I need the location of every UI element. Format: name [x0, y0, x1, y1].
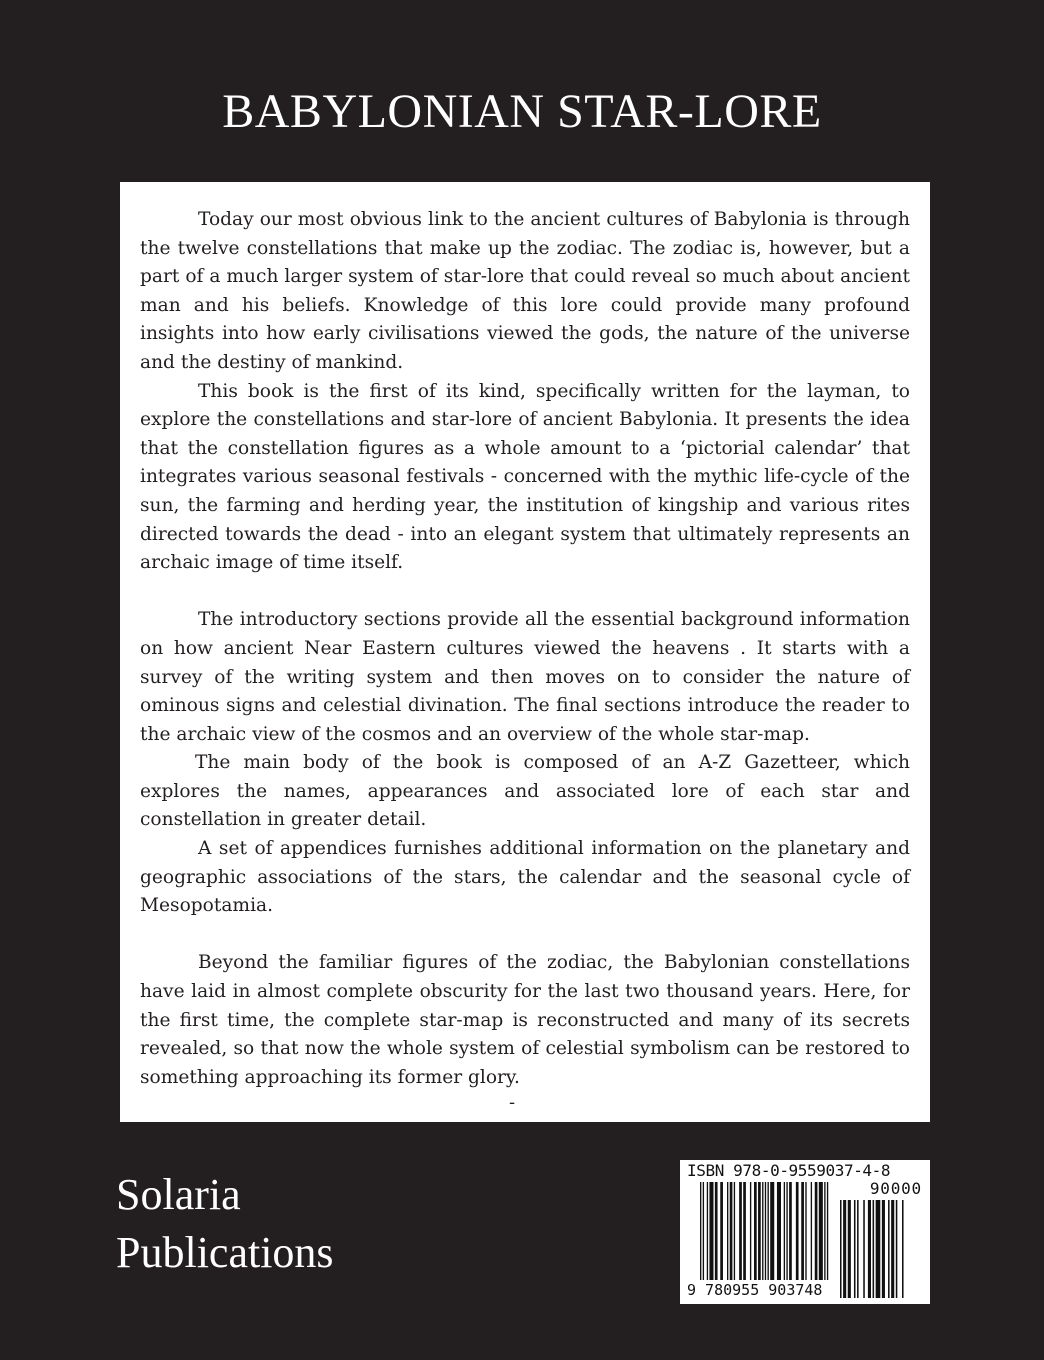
- barcode-bar: [777, 1182, 781, 1280]
- barcode-bar: [703, 1182, 704, 1280]
- barcode-bar: [786, 1182, 787, 1280]
- barcode-bar: [762, 1182, 763, 1280]
- barcode-addon-bar: [896, 1200, 898, 1298]
- barcode-addon-bar: [873, 1200, 875, 1298]
- barcode-bar: [784, 1182, 785, 1280]
- barcode-bar: [700, 1182, 701, 1280]
- barcode-bar: [750, 1182, 751, 1280]
- barcode-bar: [734, 1182, 735, 1280]
- blurb-paragraph-conclusion: Beyond the familiar figures of the zodiac, the Babylonian constellations have laid in almost complete obscurity for the last two thousand years. Here, for the first time, the complete star-map is reconstructed and many of its secrets revealed, so that now the whole system of celestial symbolism can be restored to something approaching its former glory.: [140, 952, 910, 1088]
- blurb-paragraph-gazetteer: The main body of the book is composed of an A-Z Gazetteer, which explores the names, appearances and associated lore of each star and constellation in greater detail.: [140, 752, 910, 831]
- blurb-text: [140, 206, 910, 1092]
- barcode-bar: [743, 1182, 746, 1280]
- barcode-addon-bar: [882, 1200, 885, 1298]
- barcode-bar: [796, 1182, 799, 1280]
- barcode-ean-digits: 9 780955 903748: [687, 1281, 823, 1299]
- barcode-bar: [727, 1182, 728, 1280]
- barcode-bar: [789, 1182, 792, 1280]
- barcode-bar: [805, 1182, 806, 1280]
- barcode-addon-bar: [902, 1200, 904, 1298]
- isbn-label: ISBN 978-0-9559037-4-8: [687, 1161, 891, 1180]
- barcode-bar: [765, 1182, 766, 1280]
- barcode-bar: [815, 1182, 818, 1280]
- isbn-barcode: [680, 1160, 930, 1304]
- barcode-addon-bar: [891, 1200, 894, 1298]
- publisher-imprint: [116, 1166, 334, 1282]
- cover-title: BABYLONIAN STAR-LORE: [222, 85, 822, 138]
- barcode-bar: [715, 1182, 718, 1280]
- trailing-dash: -: [509, 1092, 516, 1113]
- blurb-paragraph-appendices: A set of appendices furnishes additional information on the planetary and geographic associations of the stars, the calendar and the seasonal cycle of Mesopotamia.: [140, 838, 910, 917]
- publisher-name-line2: Publications: [116, 1228, 334, 1277]
- barcode-bar: [811, 1182, 812, 1280]
- barcode-addon-bar: [843, 1200, 846, 1298]
- barcode-addon-bar: [857, 1200, 859, 1298]
- barcode-addon-bar: [876, 1200, 881, 1298]
- blurb-paragraph-intro: Today our most obvious link to the ancient cultures of Babylonia is through the twelve constellations that make up the zodiac. The zodiac is, however, but a part of a much larger system of star-lore that could reveal so much about ancient man and his beliefs. Knowledge of this lore could provide many profound insights into how early civilisations viewed the gods, the nature of the universe and the destiny of mankind.: [140, 209, 910, 373]
- barcode-bar: [770, 1182, 774, 1280]
- barcode-addon-bar: [863, 1200, 865, 1298]
- barcode-addon-bar: [868, 1200, 871, 1298]
- barcode-addon-bar: [888, 1200, 890, 1298]
- barcode-addon-bar: [848, 1200, 851, 1298]
- barcode-bar: [827, 1182, 828, 1280]
- barcode-addon-bar: [854, 1200, 856, 1298]
- barcode-bar: [730, 1182, 733, 1280]
- blurb-paragraph-book-overview: This book is the first of its kind, specifically written for the layman, to explore the constellations and star-lore of ancient Babylonia. It presents the idea that the constellation figures as a whole amount to a ‘pictorial calendar’ that integrates various seasonal festivals - concerned with the mythic life-cycle of the sun, the farming and herding year, the institution of kingship and various rites directed towards the dead - into an elegant system that ultimately represents an archaic image of time itself.: [140, 380, 910, 574]
- blurb-panel: [120, 182, 930, 1122]
- barcode-bar: [709, 1182, 713, 1280]
- barcode-bar: [720, 1182, 723, 1280]
- barcode-bar: [707, 1182, 708, 1280]
- barcode-bar: [801, 1182, 804, 1280]
- barcode-addon-code: 90000: [869, 1179, 922, 1198]
- publisher-name-line1: Solaria: [116, 1170, 241, 1219]
- barcode-bar: [739, 1182, 742, 1280]
- barcode-bar: [768, 1182, 769, 1280]
- blurb-paragraph-introductory-sections: The introductory sections provide all the essential background information on how ancient Near Eastern cultures viewed the heavens . It starts with a survey of the writing system and then moves on to consider the nature of ominous signs and celestial divination. The final sections introduce the reader to the archaic view of the cosmos and an overview of the whole star-map.: [140, 609, 910, 745]
- barcode-bar: [824, 1182, 825, 1280]
- barcode-bar: [754, 1182, 757, 1280]
- barcode-bar: [758, 1182, 761, 1280]
- barcode-addon-bar: [840, 1200, 842, 1298]
- barcode-bar: [819, 1182, 823, 1280]
